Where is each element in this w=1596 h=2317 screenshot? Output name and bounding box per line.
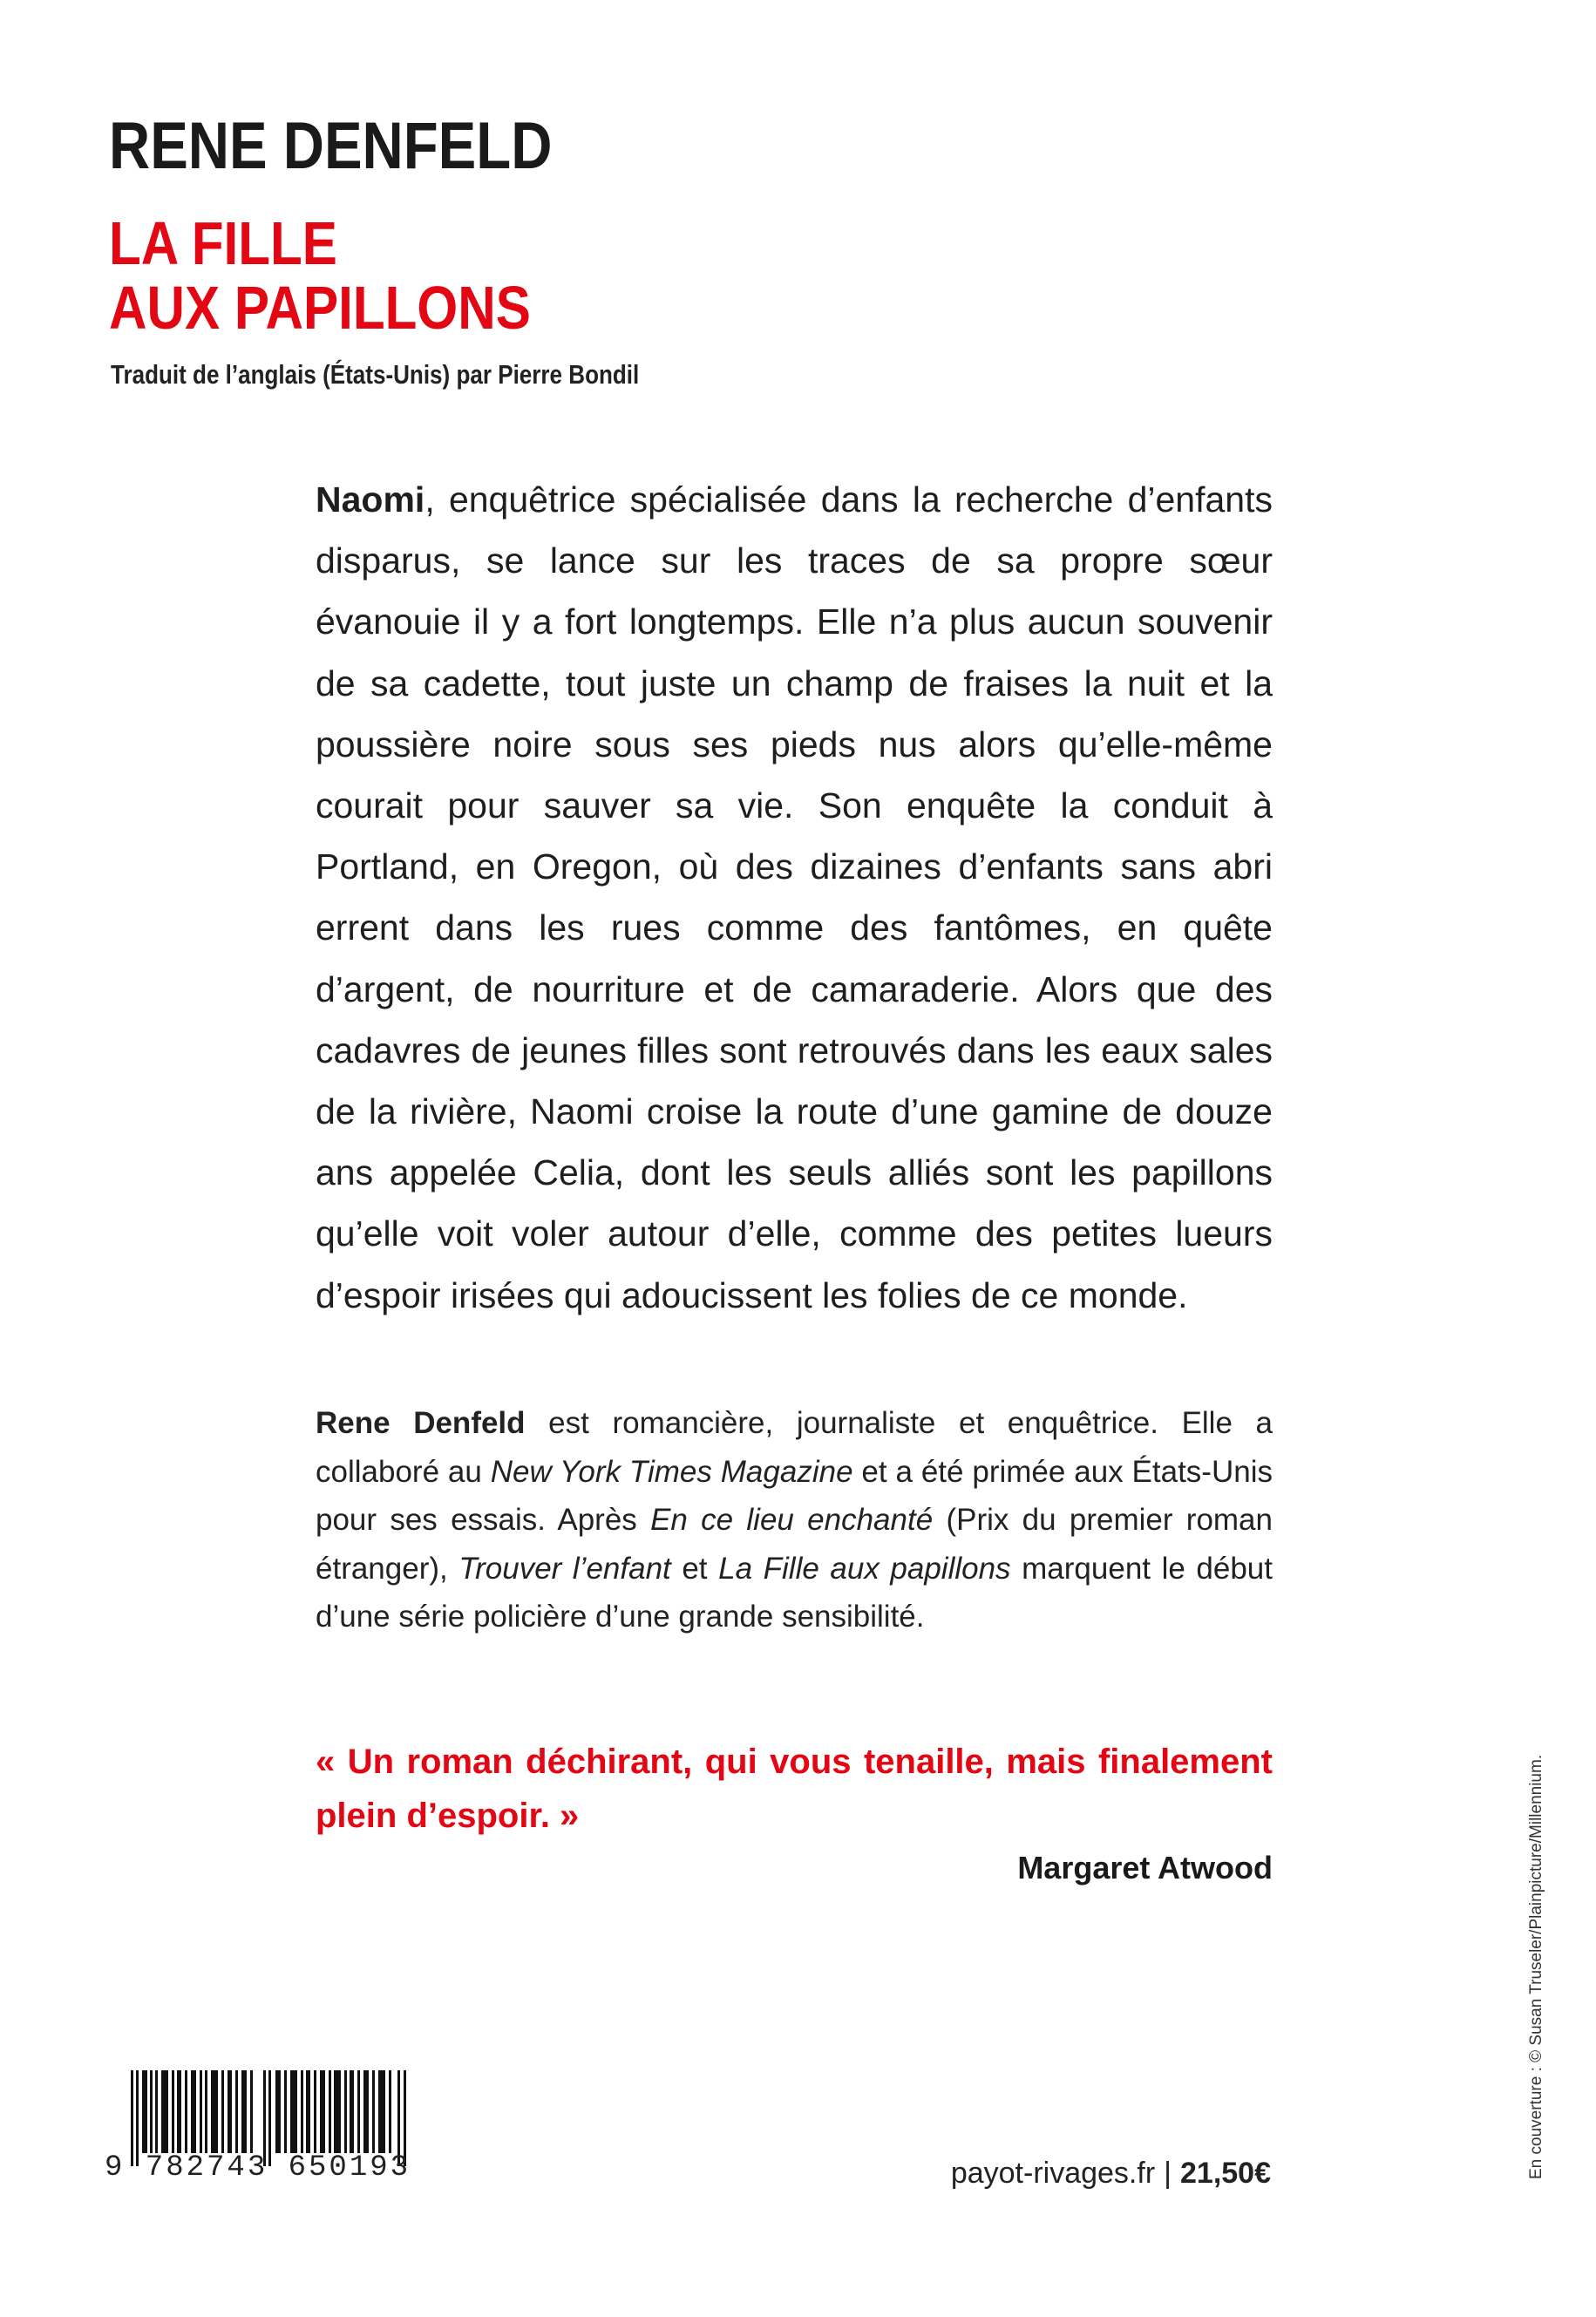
book-title-line-1: LA FILLE xyxy=(109,209,337,277)
bio-text-2: et a été primée aux États-Unis pour ses essais. Après xyxy=(316,1454,1273,1537)
bio-text-4: et xyxy=(670,1551,719,1586)
bio-text-3: (Prix du premier roman étranger), xyxy=(316,1503,1273,1586)
bio-italic-1: New York Times Magazine xyxy=(490,1454,853,1489)
quote-attribution: Margaret Atwood xyxy=(1017,1850,1273,1886)
author-name: RENE DENFELD xyxy=(109,109,553,183)
synopsis xyxy=(316,469,1273,1326)
bio-italic-4: La Fille aux papillons xyxy=(718,1551,1011,1586)
book-title-line-2: AUX PAPILLONS xyxy=(109,274,531,342)
bio-text-1: est romancière, journaliste et enquêtrice. Elle a collaboré au xyxy=(316,1406,1273,1489)
book-price: 21,50€ xyxy=(1180,2157,1271,2190)
translator-credit: Traduit de l’anglais (États-Unis) par Pierre Bondil xyxy=(111,359,640,390)
cover-photo-credit: En couverture : © Susan Truseler/Plainpicture/Millennium. xyxy=(1527,1754,1545,2179)
book-title xyxy=(109,211,531,340)
bio-text-5: marquent le début d’une série policière d’une grande sensibilité. xyxy=(316,1551,1273,1634)
publisher-website: payot-rivages.fr xyxy=(950,2157,1156,2190)
synopsis-text: , enquêtrice spécialisée dans la recherche d’enfants disparus, se lance sur les traces de sa propre sœur évanouie il y a fort longtemps. Elle n’a plus aucun souvenir de sa cadette, tout juste un champ de fraises la nuit et la poussière noire sous ses pieds nus alors qu’elle-même courait pour sauver sa vie. Son enquête la conduit à Portland, en Oregon, où des dizaines d’enfants sans abri errent dans les rues comme des fantômes, en quête d’argent, de nourriture et de camaraderie. Alors que des cadavres de jeunes filles sont retrouvés dans les eaux sales de la rivière, Naomi croise la route d’une gamine de douze ans appelée Celia, dont les seuls alliés sont les papillons qu’elle voit voler autour d’elle, comme des petites lueurs d’espoir irisées qui adoucissent les folies de ce monde. xyxy=(316,479,1273,1315)
footer-separator: | xyxy=(1164,2157,1172,2190)
publisher-footer xyxy=(951,2157,1271,2191)
bio-italic-3: Trouver l’enfant xyxy=(458,1551,671,1586)
isbn-number: 9 782743 650193 xyxy=(105,2151,411,2185)
synopsis-lead: Naomi xyxy=(316,479,425,520)
author-bio xyxy=(316,1399,1273,1641)
press-quote: « Un roman déchirant, qui vous tenaille, mais finalement plein d’espoir. » xyxy=(316,1743,1273,1835)
bio-author-name: Rene Denfeld xyxy=(316,1406,526,1440)
bio-italic-2: En ce lieu enchanté xyxy=(650,1503,934,1537)
